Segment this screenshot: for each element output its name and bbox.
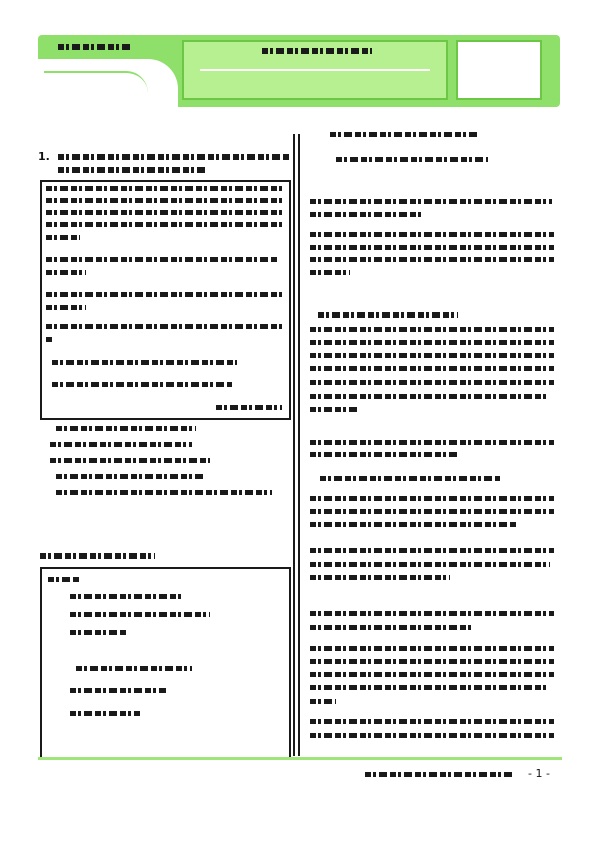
illegible-text-line — [216, 405, 282, 410]
illegible-text-line — [52, 382, 232, 387]
illegible-text-line — [310, 257, 554, 262]
column-divider-left — [293, 134, 295, 756]
illegible-text-line — [310, 522, 516, 527]
illegible-text-line — [310, 353, 554, 358]
illegible-text-line — [310, 340, 554, 345]
illegible-text-line — [58, 154, 290, 160]
illegible-text-line — [310, 394, 546, 399]
illegible-text-line — [40, 553, 155, 559]
illegible-text-line — [310, 509, 554, 514]
illegible-text-line — [310, 548, 554, 553]
illegible-text-line — [310, 685, 546, 690]
illegible-text-line — [310, 245, 554, 250]
header-title-rule — [200, 69, 430, 71]
illegible-text-line — [310, 407, 360, 412]
illegible-text-line — [310, 199, 552, 204]
illegible-text-line — [46, 337, 54, 342]
illegible-text-line — [310, 232, 554, 237]
illegible-text-line — [310, 719, 554, 724]
illegible-text-line — [46, 305, 86, 310]
illegible-text-line — [48, 577, 80, 582]
illegible-text-line — [56, 490, 272, 495]
illegible-text-line — [310, 270, 350, 275]
illegible-text-line — [56, 426, 196, 431]
illegible-text-line — [46, 198, 284, 203]
illegible-text-line — [318, 312, 458, 318]
illegible-text-line — [310, 733, 554, 738]
illegible-text-line — [56, 474, 206, 479]
illegible-text-line — [310, 646, 554, 651]
illegible-text-line — [320, 476, 500, 481]
illegible-text-line — [310, 562, 550, 567]
illegible-text-line — [46, 210, 284, 215]
illegible-text-line — [70, 630, 126, 635]
column-divider-right — [298, 134, 300, 756]
illegible-text-line — [46, 186, 284, 191]
footer-source-text — [365, 772, 515, 777]
illegible-text-line — [70, 594, 182, 599]
illegible-text-line — [52, 360, 237, 365]
illegible-text-line — [46, 257, 278, 262]
illegible-text-line — [46, 222, 284, 227]
illegible-text-line — [50, 458, 210, 463]
illegible-text-line — [310, 625, 472, 630]
question-number: 1. — [38, 150, 50, 163]
illegible-text-line — [310, 452, 460, 457]
footer-rule — [38, 757, 562, 760]
header-title-text — [262, 48, 372, 54]
illegible-text-line — [310, 699, 336, 704]
header-subject-text — [58, 44, 130, 50]
illegible-text-line — [310, 659, 554, 664]
illegible-text-line — [46, 235, 80, 240]
header-decorative-curve — [44, 71, 148, 93]
illegible-text-line — [46, 270, 86, 275]
illegible-text-line — [310, 366, 554, 371]
illegible-text-line — [310, 496, 554, 501]
illegible-text-line — [310, 611, 554, 616]
illegible-text-line — [336, 157, 488, 162]
illegible-text-line — [310, 380, 554, 385]
page-number: - 1 - — [528, 767, 550, 780]
illegible-text-line — [76, 666, 192, 671]
illegible-text-line — [310, 440, 554, 445]
illegible-text-line — [70, 688, 166, 693]
illegible-text-line — [70, 711, 140, 716]
illegible-text-line — [46, 324, 284, 329]
illegible-text-line — [310, 672, 554, 677]
illegible-text-line — [50, 442, 192, 447]
illegible-text-line — [46, 292, 282, 297]
illegible-text-line — [310, 212, 422, 217]
header-score-box — [456, 40, 542, 100]
illegible-text-line — [310, 575, 450, 580]
illegible-text-line — [310, 327, 554, 332]
illegible-text-line — [70, 612, 210, 617]
illegible-text-line — [58, 167, 208, 173]
illegible-text-line — [330, 132, 480, 137]
